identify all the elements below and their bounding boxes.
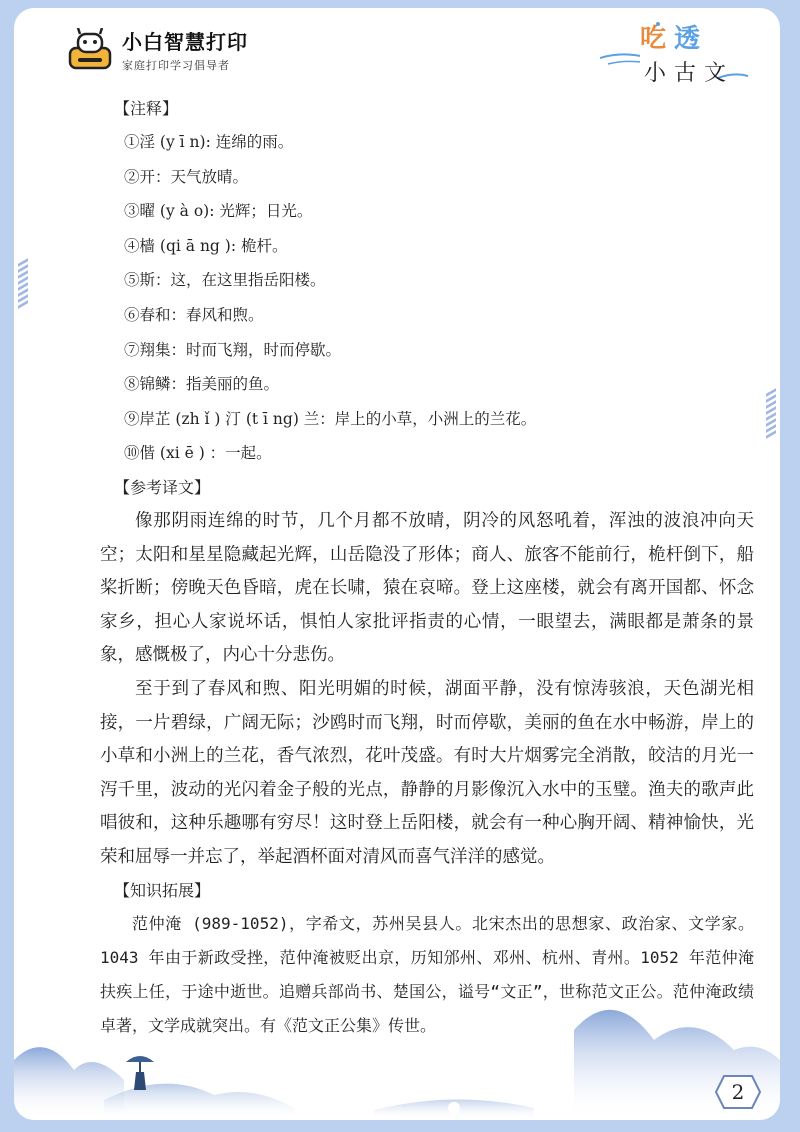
mountain-landscape-illustration <box>14 990 780 1120</box>
document-page <box>14 8 780 1120</box>
brand-mark <box>600 18 750 88</box>
notes-heading: 【注释】 <box>114 99 179 118</box>
note-item: ④樯 (qi ā ng ): 桅杆。 <box>124 236 288 255</box>
note-item: ②开：天气放晴。 <box>124 167 249 186</box>
translation-heading: 【参考译文】 <box>114 477 211 497</box>
note-item: ③曜 (y à o): 光辉；日光。 <box>124 202 313 221</box>
logo-subtitle: 家庭打印学习倡导者 <box>122 59 230 72</box>
note-item: ⑧锦鳞：指美丽的鱼。 <box>124 375 280 394</box>
right-decoration-stripes <box>766 388 778 439</box>
note-item: ⑤斯：这，在这里指岳阳楼。 <box>124 271 326 290</box>
translation-text-2: 至于到了春风和煦、阳光明媚的时候，湖面平静，没有惊涛骇浪，天色湖光相接，一片碧绿，广阔无际；沙鸥时而飞翔，时而停歇，美丽的鱼在水中畅游，岸上的小草和小洲上的兰花，香气浓烈，花叶茂盛。有时大片烟雾完全消散，皎洁的月光一泻千里，波动的光闪着金子般的光点，静静的月影像沉入水中的玉璧。渔夫的歌声此唱彼和，这种乐趣哪有穷尽！这时登上岳阳楼，就会有一种心胸开阔、精神愉快，光荣和屈辱一并忘了，举起酒杯面对清风而喜气洋洋的感觉。 <box>100 678 754 867</box>
translation-paragraph <box>100 673 754 875</box>
translation-text-1: 像那阴雨连绵的时节，几个月都不放晴，阴冷的风怒吼着，浑浊的波浪冲向天空；太阳和星星隐藏起光辉，山岳隐没了形体；商人、旅客不能前行，桅杆倒下，船桨折断；傍晚天色昏暗，虎在长啸，猿在哀啼。登上这座楼，就会有离开国都、怀念家乡，担心人家说坏话，惧怕人家批评指责的心情，一眼望去，满眼都是萧条的景象，感慨极了，内心十分悲伤。 <box>100 510 754 666</box>
note-item: ⑨岸芷 (zh ǐ ) 汀 (t ī ng) 兰：岸上的小草，小洲上的兰花。 <box>124 409 537 428</box>
left-decoration-stripes <box>18 258 30 309</box>
notes-list <box>124 125 754 471</box>
logo-title: 小白智慧打印 <box>122 30 248 54</box>
logo <box>66 26 248 73</box>
brand-tou: 透 <box>674 24 701 54</box>
main-content <box>100 92 754 1042</box>
page-number <box>714 1072 762 1112</box>
knowledge-heading: 【知识拓展】 <box>114 881 211 901</box>
note-item: ⑩偕 (xi ē ) ：一起。 <box>124 444 272 463</box>
note-item: ⑥春和：春风和煦。 <box>124 305 264 324</box>
brand-chi: 吃 <box>640 24 667 54</box>
brand-subtitle: 小古文 <box>644 61 735 86</box>
translation-paragraph <box>100 505 754 673</box>
note-item: ⑦翔集：时而飞翔，时而停歇。 <box>124 340 342 359</box>
knowledge-text: 范仲淹 (989-1052)，字希文，苏州吴县人。北宋杰出的思想家、政治家、文学家。1043 年由于新政受挫，范仲淹被贬出京，历知邠州、邓州、杭州、青州。1052 年范仲淹扶疾上任，于途中逝世。追赠兵部尚书、楚国公，谥号“文正”，世称范文正公。范仲淹政绩卓著，文学成就突出。有《范文正公集》传世。 <box>100 914 754 1035</box>
printer-mascot-icon <box>66 28 114 72</box>
note-item: ①淫 (y ī n): 连绵的雨。 <box>124 133 294 151</box>
page-number-text: 2 <box>731 1080 745 1104</box>
